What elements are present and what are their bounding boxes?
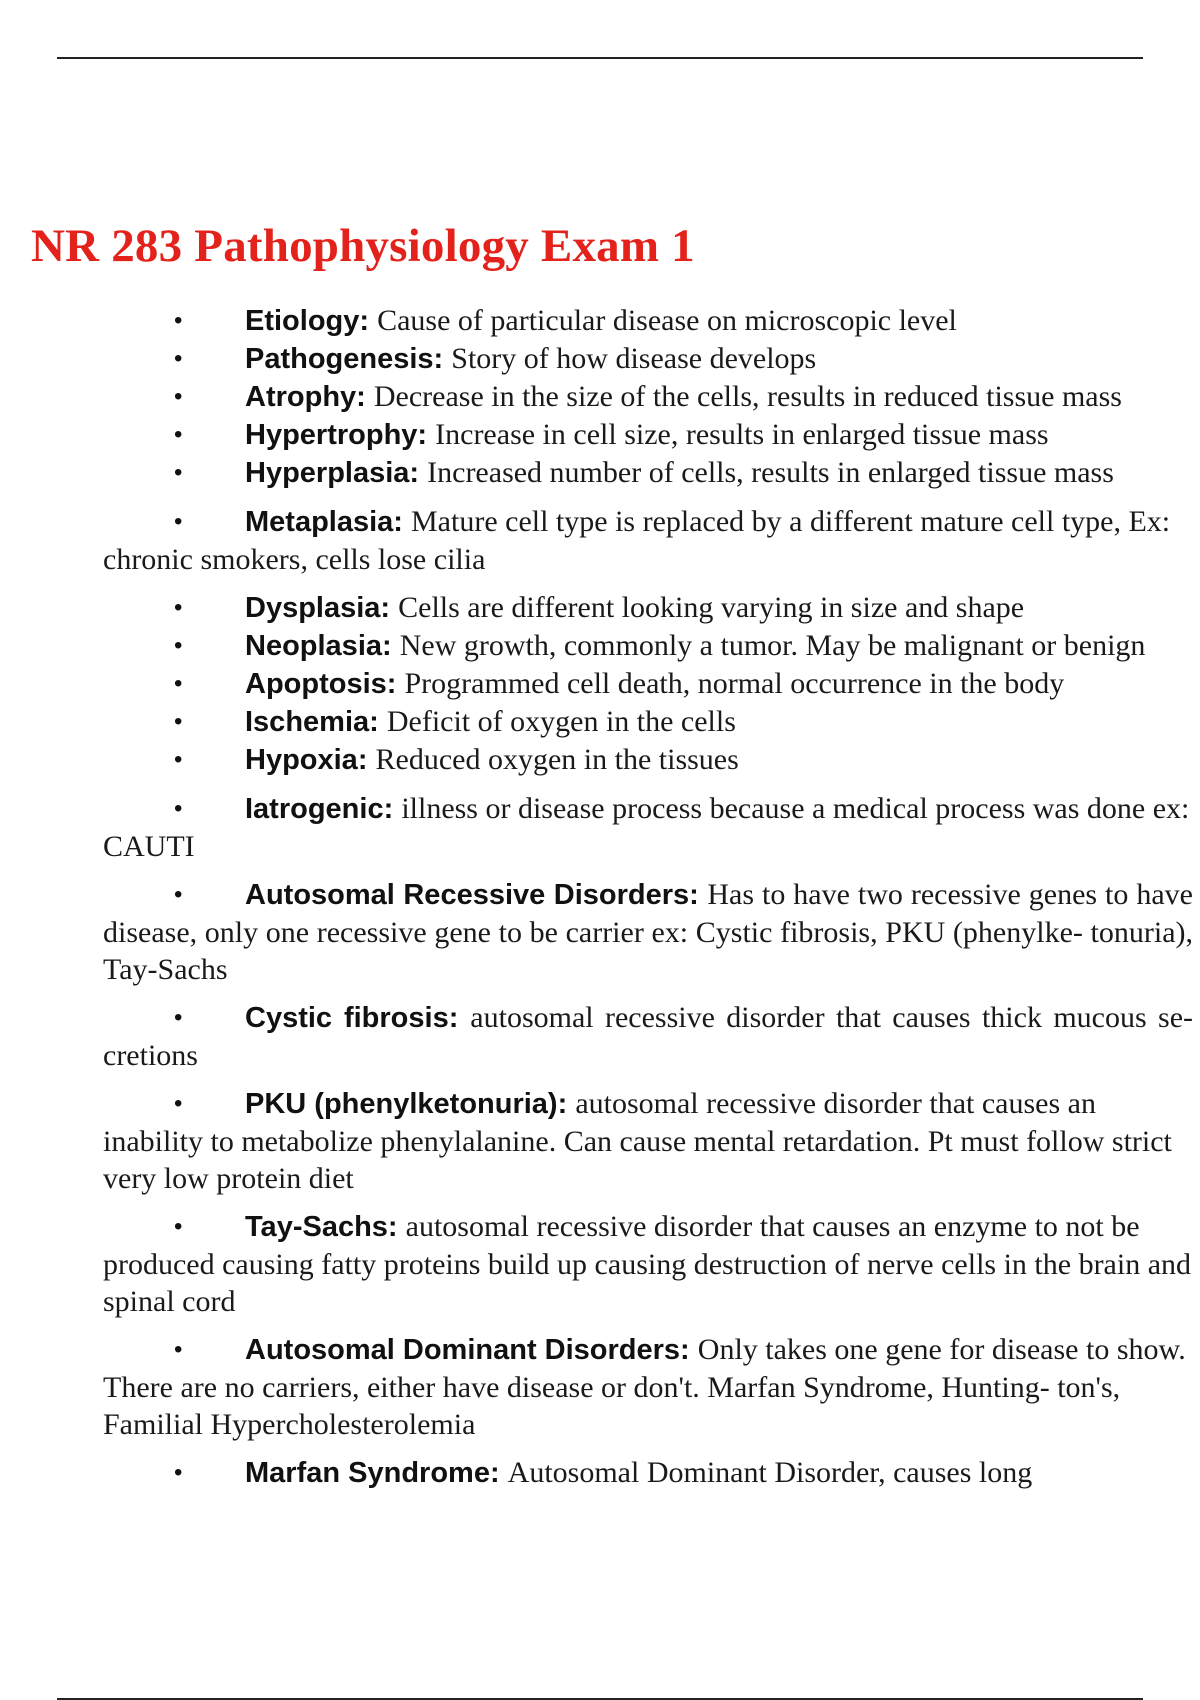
term-definition: illness or disease process because a medical process was done ex: CAUTI: [103, 792, 1190, 863]
bullet-icon: •: [174, 508, 183, 535]
list-item-hypertrophy: [0, 416, 1193, 454]
list-item-hypoxia: [0, 741, 1193, 779]
list-item-hyperplasia: [0, 454, 1193, 492]
term-label: Metaplasia:: [245, 506, 411, 538]
term-label: Pathogenesis:: [245, 343, 452, 375]
term-definition: Has to have two recessive genes to have disease, only one recessive gene to be carrier ex: Cystic fibrosis, PKU (phenylke- tonuria), Tay-Sachs: [103, 878, 1193, 986]
list-item-marfan-syndrome: [0, 1454, 1193, 1492]
term-list: [0, 302, 1200, 1492]
term-definition: autosomal recessive disorder that causes thick mucous se- cretions: [103, 1001, 1193, 1072]
bullet-icon: •: [174, 1090, 183, 1117]
list-item-pathogenesis: [0, 340, 1193, 378]
bullet-icon: •: [174, 795, 183, 822]
term-label: Apoptosis:: [245, 668, 405, 700]
term-label: Iatrogenic:: [245, 793, 402, 825]
term-definition: New growth, commonly a tumor. May be malignant or benign: [399, 629, 1146, 662]
list-item-autosomal-dominant: [0, 1331, 1193, 1443]
list-item-metaplasia: [0, 503, 1193, 578]
list-item-apoptosis: [0, 665, 1193, 703]
bullet-icon: •: [174, 708, 183, 735]
bullet-icon: •: [174, 1459, 183, 1486]
term-definition: Decrease in the size of the cells, results in reduced tissue mass: [373, 380, 1122, 413]
bullet-icon: •: [174, 459, 183, 486]
term-definition: Mature cell type is replaced by a different mature cell type, Ex: chronic smokers, cells lose cilia: [103, 505, 1171, 576]
term-label: Neoplasia:: [245, 630, 400, 662]
term-label: Ischemia:: [245, 706, 387, 738]
bullet-icon: •: [174, 307, 183, 334]
bullet-icon: •: [174, 746, 183, 773]
list-item-atrophy: [0, 378, 1193, 416]
term-definition: Programmed cell death, normal occurrence in the body: [404, 667, 1065, 700]
term-label: PKU (phenylketonuria):: [245, 1088, 576, 1120]
term-label: Tay-Sachs:: [245, 1211, 406, 1243]
list-item-autosomal-recessive: [0, 876, 1193, 988]
bullet-icon: •: [174, 345, 183, 372]
top-divider: [57, 57, 1143, 59]
list-item-dysplasia: [0, 589, 1193, 627]
term-definition: Reduced oxygen in the tissues: [375, 743, 739, 776]
term-definition: Increase in cell size, results in enlarged tissue mass: [435, 418, 1049, 451]
term-label: Atrophy:: [245, 381, 374, 413]
page-title: NR 283 Pathophysiology Exam 1: [31, 220, 695, 272]
bullet-icon: •: [174, 632, 183, 659]
list-item-neoplasia: [0, 627, 1193, 665]
list-item-ischemia: [0, 703, 1193, 741]
term-definition: autosomal recessive disorder that causes an enzyme to not be produced causing fatty proteins build up causing destruction of nerve cells in the brain and spinal cord: [103, 1210, 1192, 1318]
term-definition: Cause of particular disease on microscopic level: [377, 304, 957, 337]
list-item-iatrogenic: [0, 790, 1193, 865]
term-label: Autosomal Recessive Disorders:: [245, 879, 708, 911]
bullet-icon: •: [174, 881, 183, 908]
bullet-icon: •: [174, 383, 183, 410]
term-label: Dysplasia:: [245, 592, 399, 624]
term-definition: Deficit of oxygen in the cells: [386, 705, 736, 738]
term-label: Autosomal Dominant Disorders:: [245, 1334, 698, 1366]
term-label: Hyperplasia:: [245, 457, 428, 489]
list-item-pku: [0, 1085, 1193, 1197]
list-item-cystic-fibrosis: [0, 999, 1193, 1074]
bullet-icon: •: [174, 421, 183, 448]
bullet-icon: •: [174, 1213, 183, 1240]
term-definition: Increased number of cells, results in enlarged tissue mass: [427, 456, 1114, 489]
term-label: Etiology:: [245, 305, 378, 337]
bullet-icon: •: [174, 1336, 183, 1363]
term-definition: Only takes one gene for disease to show. There are no carriers, either have disease or don't. Marfan Syndrome, Hunting- ton's, Familial Hypercholesterolemia: [103, 1333, 1186, 1441]
term-definition: Cells are different looking varying in size and shape: [398, 591, 1025, 624]
term-definition: autosomal recessive disorder that causes an inability to metabolize phenylalanine. Can cause mental retardation. Pt must follow strict very low protein diet: [103, 1087, 1172, 1195]
term-label: Marfan Syndrome:: [245, 1457, 508, 1489]
term-label: Hypertrophy:: [245, 419, 436, 451]
term-label: Cystic fibrosis:: [245, 1002, 471, 1034]
bullet-icon: •: [174, 1004, 183, 1031]
bullet-icon: •: [174, 670, 183, 697]
list-item-tay-sachs: [0, 1208, 1193, 1320]
term-label: Hypoxia:: [245, 744, 376, 776]
term-definition: Story of how disease develops: [451, 342, 817, 375]
list-item-etiology: [0, 302, 1193, 340]
term-definition: Autosomal Dominant Disorder, causes long: [507, 1456, 1033, 1489]
bullet-icon: •: [174, 594, 183, 621]
